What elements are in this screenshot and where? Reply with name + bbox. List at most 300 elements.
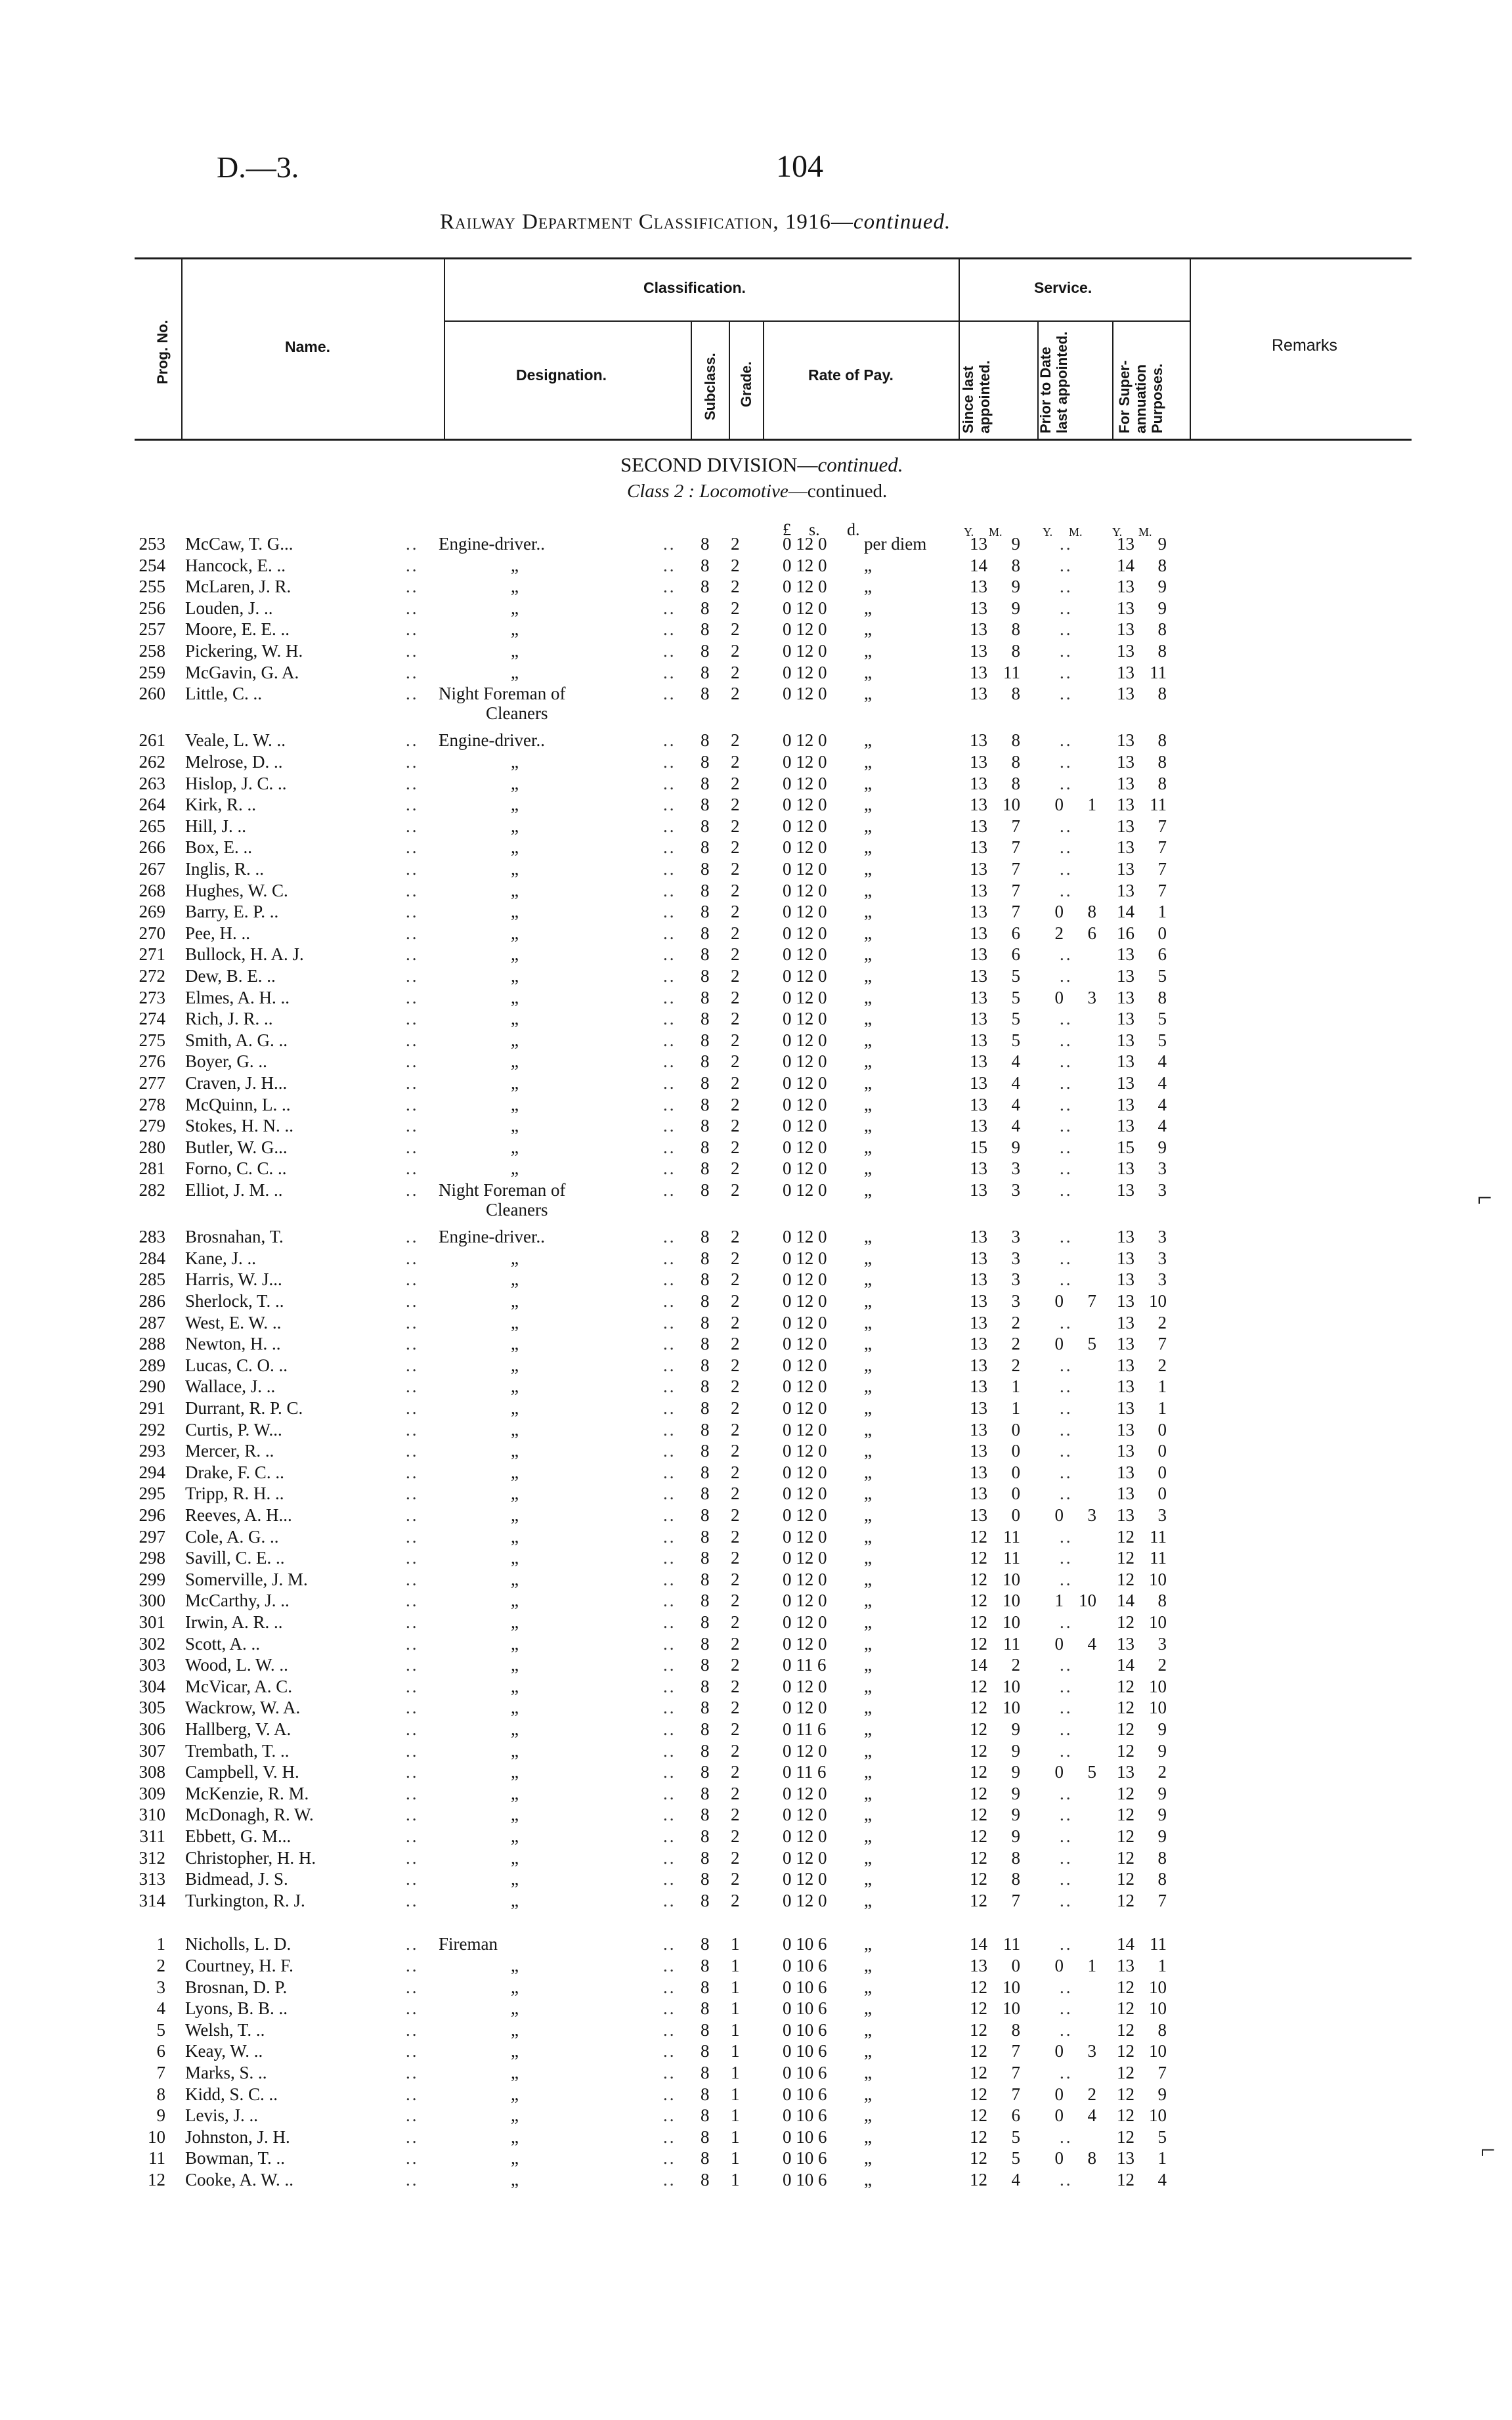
row-super-months: 0 (1157, 1441, 1167, 1461)
row-number: 297 (139, 1526, 165, 1547)
row-name: Hughes, W. C. (185, 880, 288, 900)
row-super-years: 13 (1117, 641, 1134, 661)
row-prior-years: 0 (1054, 1956, 1064, 1975)
table-row (0, 1590, 1512, 1612)
row-super-years: 16 (1117, 923, 1134, 943)
row-designation: „ (511, 1158, 519, 1179)
row-subclass: 8 (701, 1569, 710, 1589)
row-since-months: 2 (1011, 1312, 1020, 1332)
leader-dots: .. (663, 1762, 676, 1782)
classification-underline (444, 320, 959, 322)
row-since-months: 9 (1011, 1826, 1020, 1846)
row-number: 6 (156, 2041, 165, 2061)
row-since-months: 11 (1003, 1526, 1020, 1547)
row-rate: 0 12 0 (783, 1051, 827, 1072)
table-row (0, 1719, 1512, 1740)
row-number: 294 (139, 1462, 165, 1482)
row-since-years: 12 (970, 2084, 987, 2104)
row-designation: „ (511, 1334, 519, 1354)
row-rate: 0 12 0 (783, 837, 827, 858)
row-name: Levis, J. .. (185, 2105, 258, 2126)
row-rate-unit: „ (864, 641, 872, 661)
row-super-years: 12 (1117, 1805, 1134, 1825)
leader-dots: .. (663, 555, 676, 575)
leader-dots: .. (406, 1591, 419, 1611)
row-prior-years: 0 (1054, 987, 1064, 1007)
row-subclass: 8 (701, 1248, 710, 1268)
row-name: Moore, E. E. .. (185, 619, 290, 640)
row-number: 306 (139, 1719, 165, 1739)
row-number: 265 (139, 816, 165, 836)
row-name: Smith, A. G. .. (185, 1030, 288, 1050)
row-super-months: 4 (1157, 1073, 1167, 1093)
row-rate-unit: „ (864, 577, 872, 597)
leader-dots: .. (406, 1030, 419, 1050)
row-number: 12 (148, 2170, 165, 2189)
row-super-years: 12 (1117, 2126, 1134, 2147)
row-number: 2 (156, 1956, 165, 1975)
row-grade: 1 (731, 2148, 740, 2168)
row-grade: 2 (731, 619, 740, 640)
row-designation: „ (511, 2126, 519, 2147)
row-rate-unit: „ (864, 1180, 872, 1200)
row-rate-unit: „ (864, 1956, 872, 1975)
row-designation: „ (511, 1269, 519, 1290)
table-row (0, 1008, 1512, 1030)
row-since-months: 5 (1011, 2126, 1020, 2147)
row-since-years: 12 (970, 1805, 987, 1825)
row-name: Rich, J. R. .. (185, 1009, 273, 1029)
row-rate-unit: „ (864, 1934, 872, 1954)
leader-dots: .. (406, 1051, 419, 1072)
leader-dots: .. (1060, 1548, 1073, 1568)
row-rate-unit: „ (864, 859, 872, 879)
row-number: 285 (139, 1269, 165, 1290)
leader-dots: .. (406, 1676, 419, 1696)
row-super-months: 10 (1149, 2105, 1167, 2126)
row-rate: 0 12 0 (783, 555, 827, 575)
col-divider-subclass (729, 320, 730, 440)
row-number: 275 (139, 1030, 165, 1050)
page-number: 104 (776, 149, 823, 184)
row-subclass: 8 (701, 1227, 710, 1247)
leader-dots: .. (663, 2063, 676, 2082)
table-row (0, 2019, 1512, 2041)
classification-header: Classification. (643, 279, 746, 296)
table-row (0, 1955, 1512, 1977)
leader-dots: .. (1060, 1094, 1073, 1114)
leader-dots: .. (1060, 1248, 1073, 1268)
row-rate-unit: „ (864, 752, 872, 772)
row-designation: „ (511, 1676, 519, 1696)
table-row (0, 1158, 1512, 1179)
row-rate-unit: „ (864, 1376, 872, 1397)
row-since-years: 12 (970, 1612, 987, 1632)
row-super-years: 14 (1117, 902, 1134, 922)
leader-dots: .. (406, 598, 419, 618)
row-super-years: 13 (1117, 1269, 1134, 1290)
row-subclass: 8 (701, 662, 710, 682)
row-rate: 0 10 6 (783, 1998, 827, 2019)
row-since-months: 0 (1011, 1419, 1020, 1440)
row-super-months: 3 (1157, 1158, 1167, 1179)
row-super-years: 12 (1117, 1977, 1134, 1997)
row-super-years: 13 (1117, 1009, 1134, 1029)
table-row (0, 751, 1512, 773)
row-subclass: 8 (701, 555, 710, 575)
row-name: Stokes, H. N. .. (185, 1116, 294, 1136)
row-subclass: 8 (701, 837, 710, 858)
row-rate-unit: „ (864, 902, 872, 922)
row-since-years: 12 (970, 1869, 987, 1889)
row-number: 302 (139, 1633, 165, 1654)
row-rate: 0 12 0 (783, 944, 827, 965)
row-number: 270 (139, 923, 165, 943)
row-super-months: 0 (1157, 1419, 1167, 1440)
row-super-months: 7 (1157, 880, 1167, 900)
unit-since-years: Y. (964, 525, 974, 539)
row-rate-unit: „ (864, 2170, 872, 2189)
row-prior-months: 2 (1087, 2084, 1096, 2104)
row-since-years: 13 (970, 662, 987, 682)
row-subclass: 8 (701, 1291, 710, 1311)
row-rate: 0 12 0 (783, 577, 827, 597)
row-prior-years: 1 (1054, 1591, 1064, 1611)
leader-dots: .. (406, 1094, 419, 1114)
row-super-years: 13 (1117, 1227, 1134, 1247)
row-subclass: 8 (701, 1009, 710, 1029)
table-row (0, 730, 1512, 751)
leader-dots: .. (1060, 1783, 1073, 1803)
leader-dots: .. (663, 1591, 676, 1611)
row-rate-unit: „ (864, 1398, 872, 1418)
row-name: Curtis, P. W... (185, 1419, 282, 1440)
row-since-years: 13 (970, 1505, 987, 1525)
row-rate: 0 12 0 (783, 730, 827, 751)
row-rate-unit: „ (864, 1676, 872, 1696)
row-since-years: 12 (970, 1719, 987, 1739)
row-designation: „ (511, 577, 519, 597)
leader-dots: .. (1060, 859, 1073, 879)
leader-dots: .. (1060, 837, 1073, 858)
leader-dots: .. (663, 1977, 676, 1997)
row-since-years: 13 (970, 1376, 987, 1397)
row-prior-years: 0 (1054, 2084, 1064, 2104)
leader-dots: .. (1060, 1998, 1073, 2019)
row-rate-unit: „ (864, 1291, 872, 1311)
row-rate: 0 10 6 (783, 2019, 827, 2040)
leader-dots: .. (663, 1526, 676, 1547)
row-rate-unit: „ (864, 816, 872, 836)
leader-dots: .. (406, 1073, 419, 1093)
row-subclass: 8 (701, 1719, 710, 1739)
row-subclass: 8 (701, 2041, 710, 2061)
row-super-years: 13 (1117, 1030, 1134, 1050)
row-designation: „ (511, 987, 519, 1007)
table-row (0, 1419, 1512, 1441)
row-since-years: 12 (970, 1998, 987, 2019)
row-designation: „ (511, 1548, 519, 1568)
row-rate-unit: „ (864, 1227, 872, 1247)
table-row (0, 1933, 1512, 1955)
leader-dots: .. (406, 1847, 419, 1868)
leader-dots: .. (1060, 1158, 1073, 1179)
table-row (0, 1697, 1512, 1719)
row-name: Newton, H. .. (185, 1334, 281, 1354)
row-number: 254 (139, 555, 165, 575)
row-designation: „ (511, 1869, 519, 1889)
row-since-months: 9 (1011, 1137, 1020, 1157)
row-name: Mercer, R. .. (185, 1441, 274, 1461)
row-super-months: 1 (1157, 1376, 1167, 1397)
row-designation: „ (511, 752, 519, 772)
row-rate: 0 12 0 (783, 684, 827, 704)
row-rate: 0 12 0 (783, 1291, 827, 1311)
row-since-months: 3 (1011, 1269, 1020, 1290)
row-grade: 2 (731, 1633, 740, 1654)
leader-dots: .. (663, 598, 676, 618)
row-designation: „ (511, 1612, 519, 1632)
row-super-months: 4 (1157, 1094, 1167, 1114)
row-subclass: 8 (701, 1633, 710, 1654)
row-name: Melrose, D. .. (185, 752, 283, 772)
row-since-years: 12 (970, 1826, 987, 1846)
row-grade: 1 (731, 1977, 740, 1997)
row-rate-unit: „ (864, 1655, 872, 1675)
row-rate-unit: „ (864, 1355, 872, 1375)
row-rate: 0 10 6 (783, 2041, 827, 2061)
row-since-months: 9 (1011, 577, 1020, 597)
row-subclass: 8 (701, 859, 710, 879)
row-rate-unit: „ (864, 880, 872, 900)
leader-dots: .. (663, 902, 676, 922)
row-super-years: 13 (1117, 619, 1134, 640)
row-name: Lyons, B. B. .. (185, 1998, 288, 2019)
leader-dots: .. (663, 1847, 676, 1868)
row-subclass: 8 (701, 684, 710, 704)
table-row (0, 1890, 1512, 1912)
row-number: 293 (139, 1441, 165, 1461)
leader-dots: .. (663, 534, 676, 554)
row-since-years: 13 (970, 944, 987, 965)
row-rate: 0 12 0 (783, 1158, 827, 1179)
row-grade: 2 (731, 662, 740, 682)
row-since-years: 13 (970, 773, 987, 793)
row-since-months: 0 (1011, 1484, 1020, 1504)
row-super-years: 13 (1117, 1505, 1134, 1525)
row-super-months: 2 (1157, 1355, 1167, 1375)
row-since-years: 13 (970, 730, 987, 751)
row-super-months: 8 (1157, 1869, 1167, 1889)
row-grade: 2 (731, 1355, 740, 1375)
row-number: 291 (139, 1398, 165, 1418)
leader-dots: .. (1060, 1655, 1073, 1675)
row-number: 258 (139, 641, 165, 661)
row-super-months: 10 (1149, 2041, 1167, 2061)
row-since-months: 4 (1011, 1073, 1020, 1093)
row-super-months: 10 (1149, 1291, 1167, 1311)
row-super-years: 13 (1117, 752, 1134, 772)
row-designation: „ (511, 1312, 519, 1332)
leader-dots: .. (663, 619, 676, 640)
row-grade: 2 (731, 966, 740, 986)
leader-dots: .. (1060, 1051, 1073, 1072)
row-rate: 0 12 0 (783, 1398, 827, 1418)
leader-dots: .. (663, 1869, 676, 1889)
row-super-years: 13 (1117, 1180, 1134, 1200)
row-designation: „ (511, 1762, 519, 1782)
row-since-years: 12 (970, 1633, 987, 1654)
row-super-years: 12 (1117, 2084, 1134, 2104)
row-name: Scott, A. .. (185, 1633, 261, 1654)
title-continued: continued. (853, 210, 951, 234)
leader-dots: .. (663, 1094, 676, 1114)
row-since-years: 13 (970, 1462, 987, 1482)
leader-dots: .. (406, 1977, 419, 1997)
row-name: Nicholls, L. D. (185, 1934, 292, 1954)
row-subclass: 8 (701, 1676, 710, 1696)
row-since-years: 13 (970, 1009, 987, 1029)
row-designation: „ (511, 1505, 519, 1525)
row-grade: 2 (731, 1869, 740, 1889)
leader-dots: .. (406, 1355, 419, 1375)
row-rate-unit: „ (864, 1334, 872, 1354)
row-super-months: 0 (1157, 1484, 1167, 1504)
row-super-months: 5 (1157, 2126, 1167, 2147)
row-prior-months: 5 (1087, 1334, 1096, 1354)
row-number: 308 (139, 1762, 165, 1782)
row-rate: 0 12 0 (783, 1312, 827, 1332)
row-rate: 0 12 0 (783, 1116, 827, 1136)
row-rate: 0 12 0 (783, 619, 827, 640)
leader-dots: .. (406, 1526, 419, 1547)
table-row (0, 2126, 1512, 2148)
row-grade: 2 (731, 555, 740, 575)
row-name: McQuinn, L. .. (185, 1094, 291, 1114)
row-designation: „ (511, 966, 519, 986)
row-super-months: 9 (1157, 598, 1167, 618)
row-name: Veale, L. W. .. (185, 730, 286, 751)
row-grade: 2 (731, 1158, 740, 1179)
row-name: Pee, H. .. (185, 923, 250, 943)
table-row (0, 987, 1512, 1009)
row-rate: 0 12 0 (783, 1419, 827, 1440)
row-prior-months: 1 (1087, 795, 1096, 815)
row-since-months: 9 (1011, 1762, 1020, 1782)
prior-to-header: Prior to Date last appointed. (1037, 331, 1070, 433)
row-subclass: 8 (701, 752, 710, 772)
row-prior-years: 0 (1054, 1762, 1064, 1782)
leader-dots: .. (1060, 1376, 1073, 1397)
row-designation: „ (511, 1462, 519, 1482)
row-number: 314 (139, 1890, 165, 1910)
row-since-months: 6 (1011, 923, 1020, 943)
row-since-months: 9 (1011, 1740, 1020, 1761)
table-row (0, 640, 1512, 662)
row-number: 259 (139, 662, 165, 682)
row-grade: 2 (731, 1073, 740, 1093)
row-designation: „ (511, 1805, 519, 1825)
row-rate-unit: „ (864, 1441, 872, 1461)
leader-dots: .. (406, 684, 419, 704)
row-designation: „ (511, 880, 519, 900)
leader-dots: .. (1060, 1484, 1073, 1504)
leader-dots: .. (406, 1116, 419, 1136)
row-name: Turkington, R. J. (185, 1890, 305, 1910)
table-row (0, 1248, 1512, 1269)
name-header: Name. (285, 338, 331, 355)
row-prior-months: 4 (1087, 1633, 1096, 1654)
table-row (0, 1137, 1512, 1158)
row-name: Pickering, W. H. (185, 641, 303, 661)
row-number: 269 (139, 902, 165, 922)
leader-dots: .. (1060, 1312, 1073, 1332)
row-rate: 0 12 0 (783, 1484, 827, 1504)
row-super-months: 8 (1157, 619, 1167, 640)
leader-dots: .. (663, 1158, 676, 1179)
row-since-months: 3 (1011, 1291, 1020, 1311)
row-since-years: 13 (970, 1116, 987, 1136)
leader-dots: .. (663, 1934, 676, 1954)
row-rate-unit: „ (864, 598, 872, 618)
row-number: 262 (139, 752, 165, 772)
leader-dots: .. (406, 1137, 419, 1157)
row-super-months: 6 (1157, 944, 1167, 965)
row-subclass: 8 (701, 1030, 710, 1050)
leader-dots: .. (1060, 1030, 1073, 1050)
row-number: 295 (139, 1484, 165, 1504)
unit-pence: d. (847, 520, 860, 539)
row-since-years: 12 (970, 1569, 987, 1589)
leader-dots: .. (663, 944, 676, 965)
table-row (0, 576, 1512, 598)
row-since-months: 2 (1011, 1334, 1020, 1354)
row-rate: 0 11 6 (783, 1719, 827, 1739)
row-name: McGavin, G. A. (185, 662, 299, 682)
leader-dots: .. (663, 730, 676, 751)
row-super-years: 12 (1117, 1676, 1134, 1696)
row-super-years: 14 (1117, 1934, 1134, 1954)
row-subclass: 8 (701, 1977, 710, 1997)
table-row (0, 837, 1512, 858)
row-since-years: 12 (970, 1698, 987, 1718)
leader-dots: .. (406, 1998, 419, 2019)
row-designation: „ (511, 619, 519, 640)
row-super-years: 12 (1117, 2170, 1134, 2189)
row-prior-months: 8 (1087, 2148, 1096, 2168)
service-header: Service. (1034, 279, 1092, 296)
row-designation: Night Foreman of (439, 684, 566, 704)
row-designation: „ (511, 837, 519, 858)
row-designation: „ (511, 816, 519, 836)
row-rate: 0 12 0 (783, 641, 827, 661)
row-designation: „ (511, 1826, 519, 1846)
row-since-months: 2 (1011, 1355, 1020, 1375)
row-rate-unit: „ (864, 1094, 872, 1114)
row-name: McCarthy, J. .. (185, 1591, 290, 1611)
leader-dots: .. (406, 1180, 419, 1200)
row-number: 5 (156, 2019, 165, 2040)
row-super-years: 13 (1117, 1441, 1134, 1461)
row-number: 271 (139, 944, 165, 965)
row-designation: „ (511, 598, 519, 618)
row-super-years: 12 (1117, 1890, 1134, 1910)
row-rate-unit: „ (864, 1847, 872, 1868)
row-rate-unit: „ (864, 662, 872, 682)
row-rate-unit: „ (864, 1998, 872, 2019)
row-number: 10 (148, 2126, 165, 2147)
row-designation: „ (511, 773, 519, 793)
